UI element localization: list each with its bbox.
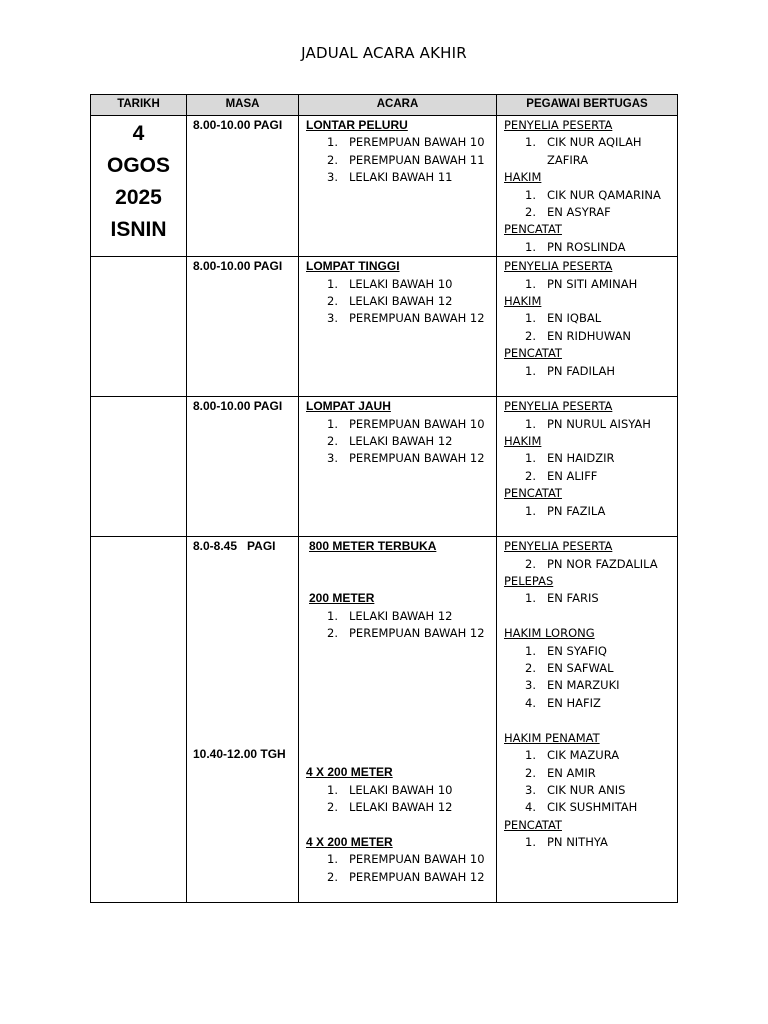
- list-item: 2. EN RIDHUWAN: [525, 328, 632, 343]
- event-title: 800 METER TERBUKA: [309, 539, 437, 554]
- list-item: 3. CIK NUR ANIS: [525, 782, 626, 797]
- list-item: 2. LELAKI BAWAH 12: [327, 294, 453, 309]
- table-row: [91, 257, 678, 397]
- list-item: 1. PN FADILAH: [525, 363, 616, 378]
- group-head: PENCATAT: [504, 817, 562, 832]
- list-item: 3. EN MARZUKI: [525, 678, 620, 693]
- list-item: 2. PN NOR FAZDALILA: [525, 556, 658, 571]
- group-head: PENYELIA PESERTA: [504, 118, 613, 132]
- list-item: 1. EN HAIDZIR: [525, 451, 615, 466]
- list-item: 1. PN NURUL AISYAH: [525, 416, 651, 431]
- list-item: 1. CIK MAZURA: [525, 748, 620, 763]
- list-item: ZAFIRA: [547, 152, 589, 167]
- header-pegawai: PEGAWAI BERTUGAS: [497, 95, 678, 116]
- masa-cell: 8.00-10.00 PAGI: [187, 397, 299, 537]
- date-weekday: ISNIN: [110, 218, 167, 241]
- group-head: PENYELIA PESERTA: [504, 399, 613, 414]
- header-tarikh: TARIKH: [91, 95, 187, 116]
- event-title: 4 X 200 METER: [306, 835, 393, 849]
- masa-first: 8.0-8.45 PAGI: [193, 539, 276, 554]
- date-month: OGOS: [106, 154, 170, 177]
- header-acara: ACARA: [299, 95, 497, 116]
- header-row: [91, 95, 678, 116]
- date-year: 2025: [115, 186, 162, 209]
- table-row: [91, 397, 678, 537]
- list-item: 1. PN ROSLINDA: [525, 239, 626, 254]
- group-head: HAKIM: [504, 294, 542, 309]
- list-item: 1. CIK NUR AQILAH: [525, 135, 642, 150]
- group-head: HAKIM PENAMAT: [504, 730, 600, 745]
- pegawai-cell: [497, 116, 678, 257]
- list-item: 2. LELAKI BAWAH 12: [327, 434, 453, 449]
- list-item: 1. LELAKI BAWAH 10: [327, 276, 453, 291]
- group-head: PENCATAT: [504, 486, 562, 501]
- masa-second: 10.40-12.00 TGH: [193, 747, 286, 762]
- header-masa: MASA: [187, 95, 299, 116]
- list-item: 1. LELAKI BAWAH 12: [327, 608, 453, 623]
- acara-cell: [299, 257, 497, 397]
- event-title: LOMPAT TINGGI: [306, 259, 400, 274]
- list-item: 4. CIK SUSHMITAH: [525, 800, 638, 815]
- schedule-table: [90, 94, 678, 903]
- page-title: JADUAL ACARA AKHIR: [301, 44, 467, 62]
- list-item: 2. EN AMIR: [525, 765, 596, 780]
- event-title: LONTAR PELURU: [306, 118, 408, 132]
- list-item: 2. EN ASYRAF: [525, 205, 611, 220]
- masa-cell: 8.00-10.00 PAGI: [187, 116, 299, 257]
- list-item: 3. PEREMPUAN BAWAH 12: [327, 311, 485, 326]
- group-head: PENYELIA PESERTA: [504, 259, 613, 274]
- list-item: 2. EN SAFWAL: [525, 661, 614, 676]
- list-item: 3. LELAKI BAWAH 11: [327, 170, 453, 185]
- acara-cell: [299, 397, 497, 537]
- group-head: PENCATAT: [504, 222, 562, 237]
- pegawai-cell: [497, 537, 678, 903]
- event-title: 4 X 200 METER: [306, 765, 393, 780]
- masa-cell: [187, 537, 299, 903]
- list-item: 1. PEREMPUAN BAWAH 10: [327, 135, 485, 150]
- group-head: HAKIM LORONG: [504, 626, 595, 641]
- acara-cell: [299, 116, 497, 257]
- list-item: 2. PEREMPUAN BAWAH 12: [327, 869, 485, 884]
- masa-cell: 8.00-10.00 PAGI: [187, 257, 299, 397]
- event-items: [306, 134, 496, 186]
- list-item: 1. EN FARIS: [525, 591, 599, 606]
- list-item: 1. PEREMPUAN BAWAH 10: [327, 852, 485, 867]
- date-cell: [91, 116, 187, 257]
- group-head: HAKIM: [504, 434, 542, 449]
- date-day: 4: [132, 122, 145, 145]
- event-title: 200 METER: [309, 591, 375, 606]
- list-item: 1. PN SITI AMINAH: [525, 276, 638, 291]
- list-item: 1. LELAKI BAWAH 10: [327, 782, 453, 797]
- date-cell-empty: [91, 257, 187, 397]
- list-item: 1. PN FAZILA: [525, 503, 606, 518]
- list-item: 3. PEREMPUAN BAWAH 12: [327, 451, 485, 466]
- list-item: 2. EN ALIFF: [525, 468, 598, 483]
- group-head: HAKIM: [504, 170, 542, 185]
- group-head: PENYELIA PESERTA: [504, 539, 613, 554]
- list-item: 1. EN IQBAL: [525, 311, 602, 326]
- pegawai-cell: [497, 257, 678, 397]
- table-row: [91, 537, 678, 903]
- group-head: PELEPAS: [504, 574, 554, 589]
- group-head: PENCATAT: [504, 346, 562, 361]
- list-item: 4. EN HAFIZ: [525, 695, 601, 710]
- list-item: 1. EN SYAFIQ: [525, 643, 607, 658]
- list-item: 1. PEREMPUAN BAWAH 10: [327, 416, 485, 431]
- date-cell-empty: [91, 397, 187, 537]
- list-item: 1. CIK NUR QAMARINA: [525, 187, 661, 202]
- event-title: LOMPAT JAUH: [306, 399, 391, 414]
- date-cell-empty: [91, 537, 187, 903]
- list-item: 2. LELAKI BAWAH 12: [327, 800, 453, 815]
- list-item: 1. PN NITHYA: [525, 835, 608, 850]
- table-row: [91, 116, 678, 257]
- list-item: 2. PEREMPUAN BAWAH 11: [327, 152, 485, 167]
- acara-cell: [299, 537, 497, 903]
- list-item: 2. PEREMPUAN BAWAH 12: [327, 626, 485, 641]
- pegawai-cell: [497, 397, 678, 537]
